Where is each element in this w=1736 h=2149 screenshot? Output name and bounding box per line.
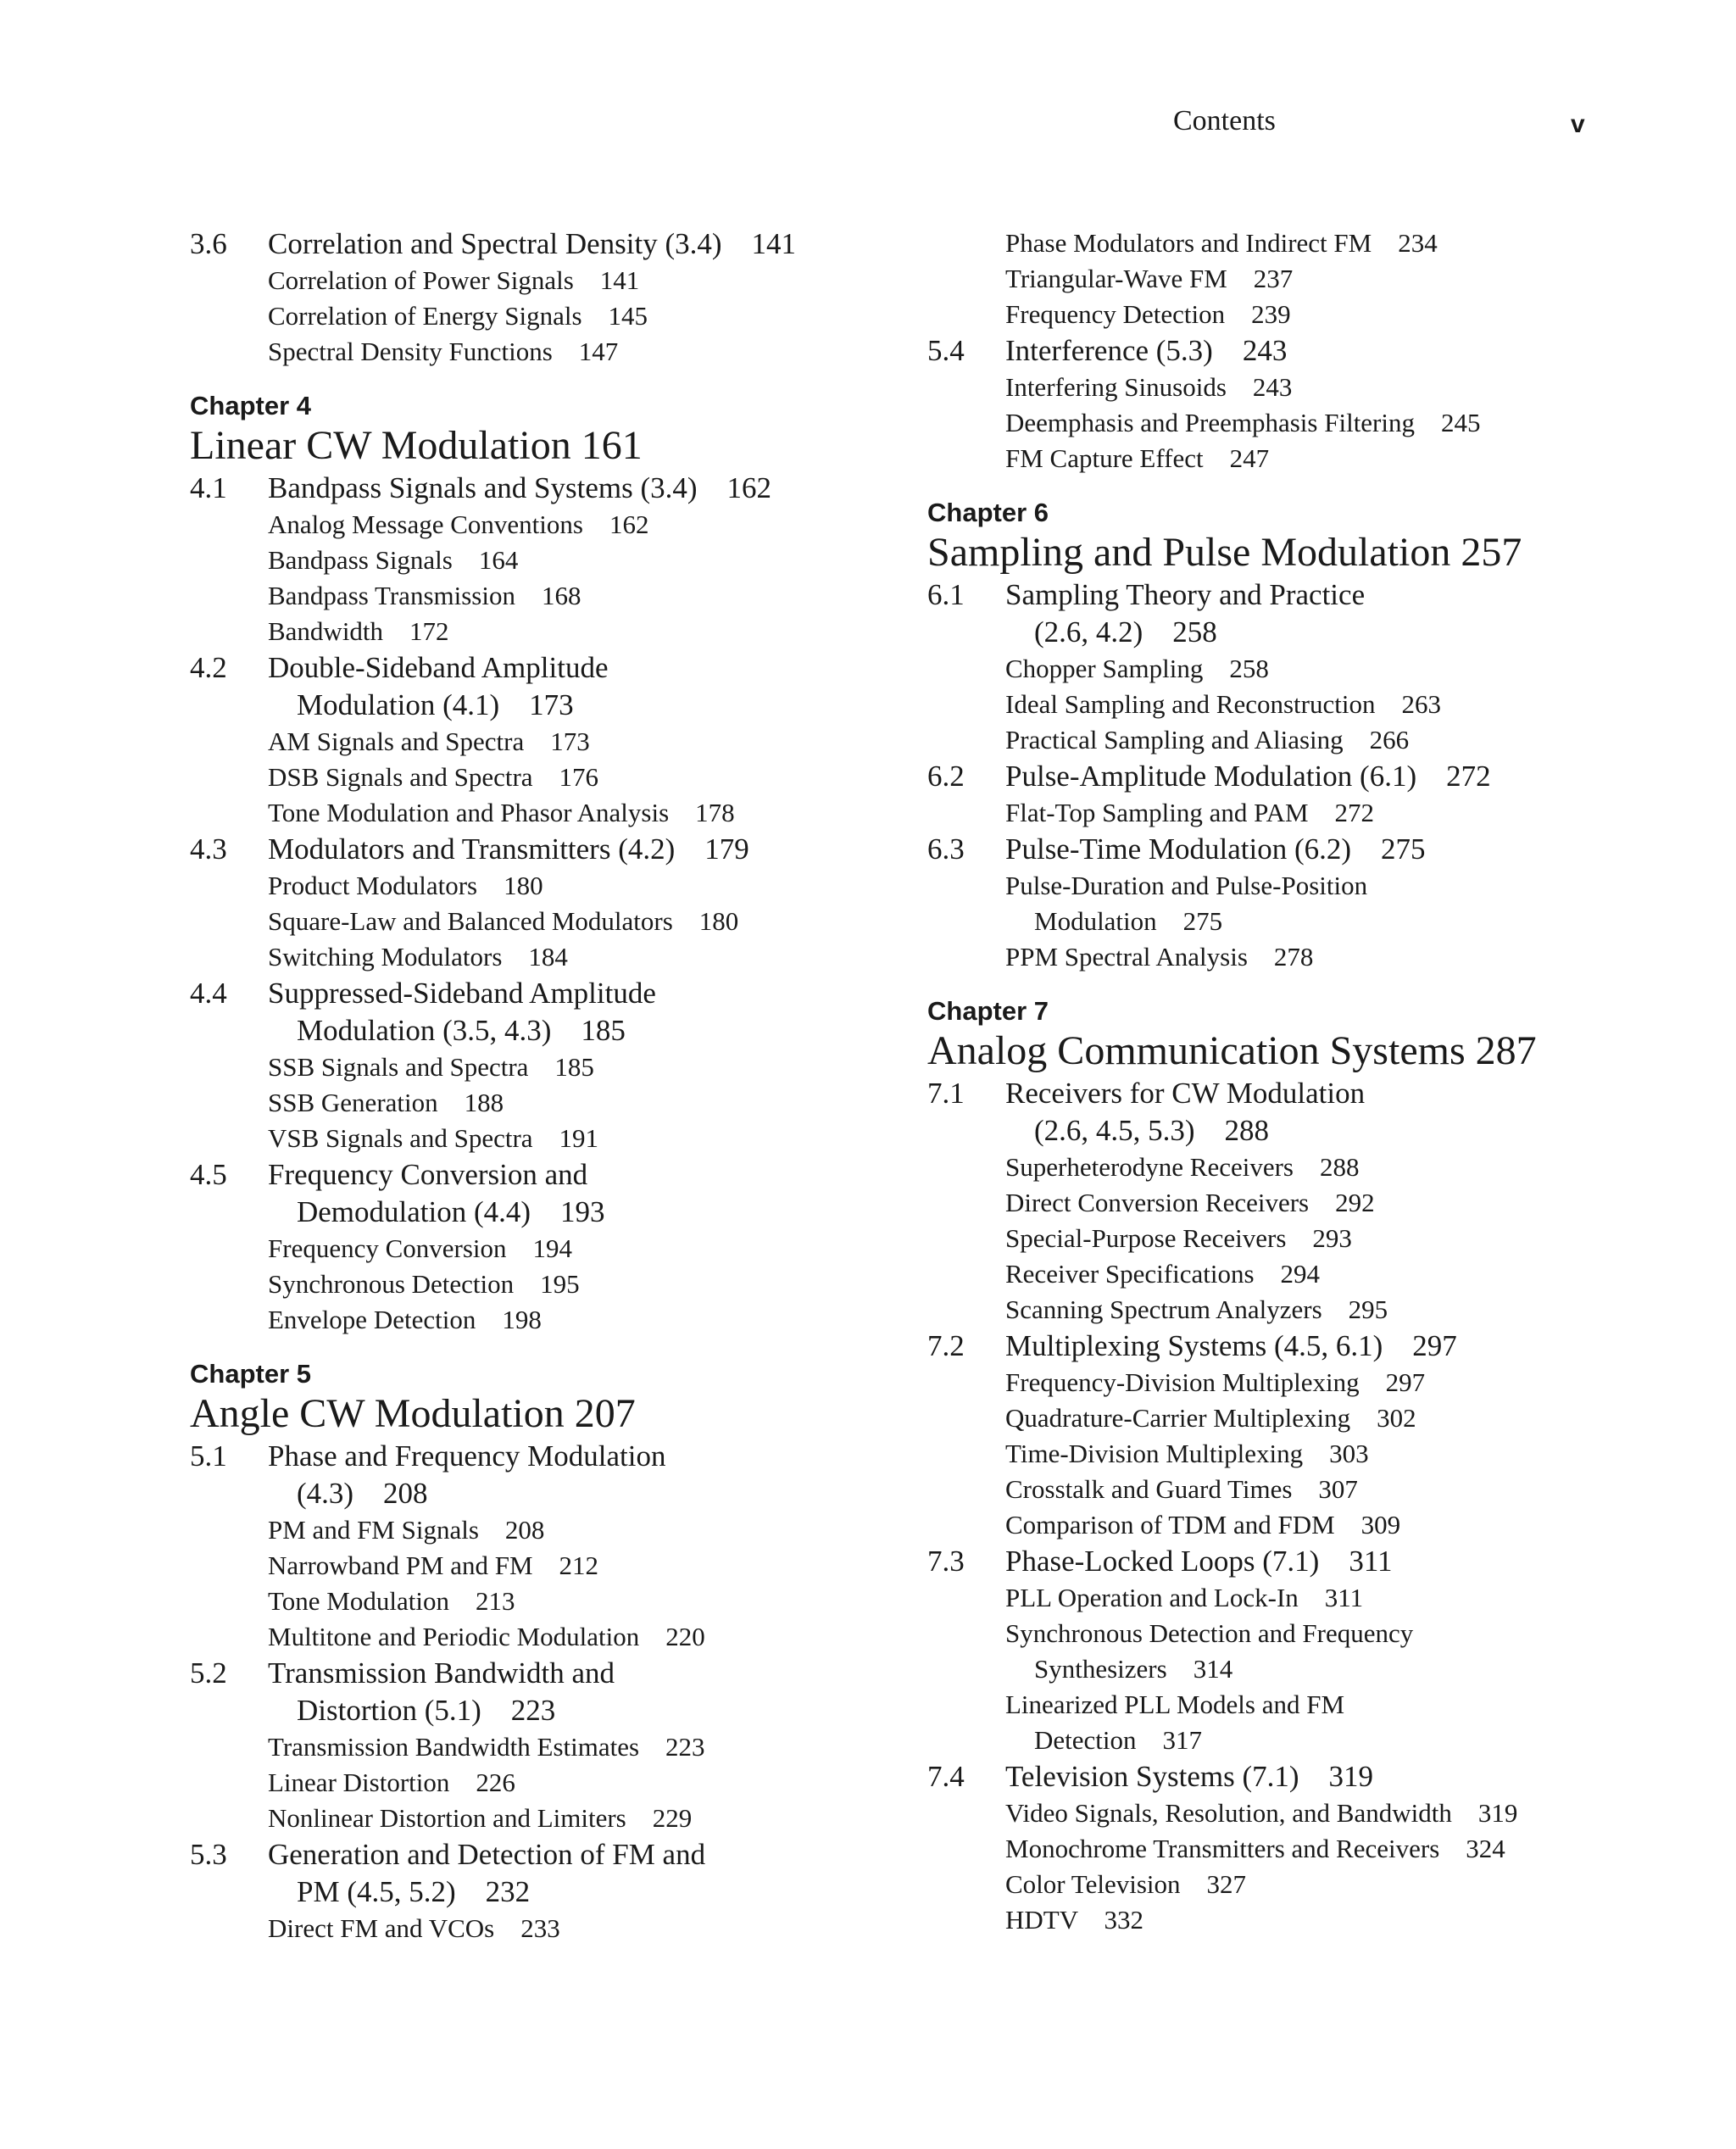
- entry-title: Bandpass Signals 164: [268, 545, 519, 575]
- entry-title: Multiplexing Systems (4.5, 6.1) 297: [1005, 1329, 1457, 1362]
- toc-subsection-entry: [927, 1185, 1622, 1221]
- entry-title: Square-Law and Balanced Modulators 180: [268, 906, 739, 936]
- toc-subsection-entry: [190, 1231, 885, 1267]
- toc-subsection-entry: [190, 795, 885, 831]
- entry-title: Direct FM and VCOs 233: [268, 1913, 560, 1943]
- entry-title: VSB Signals and Spectra 191: [268, 1123, 599, 1153]
- entry-title: Television Systems (7.1) 319: [1005, 1760, 1374, 1793]
- toc-subsection-entry: [927, 722, 1622, 758]
- toc-subsection-entry: [190, 904, 885, 939]
- chapter-label: Chapter 6: [927, 498, 1049, 527]
- entry-title-continued: Distortion (5.1) 223: [297, 1694, 556, 1727]
- section-number: 4.3: [190, 832, 227, 866]
- page-number: v: [1571, 110, 1585, 138]
- toc-section-entry: [927, 332, 1622, 370]
- toc-subsection-entry: [190, 1548, 885, 1584]
- entry-title: Switching Modulators 184: [268, 942, 568, 972]
- toc-subsection-entry: [190, 298, 885, 334]
- running-head: [0, 105, 1736, 148]
- chapter-label: Chapter 5: [190, 1359, 311, 1389]
- toc-subsection-entry: [927, 1472, 1622, 1507]
- chapter-title: Sampling and Pulse Modulation 257: [927, 530, 1522, 575]
- entry-title: Frequency-Division Multiplexing 297: [1005, 1367, 1426, 1397]
- entry-title: Generation and Detection of FM and: [268, 1838, 706, 1871]
- entry-title: Linear Distortion 226: [268, 1768, 515, 1797]
- toc-subsection-entry: [927, 405, 1622, 441]
- entry-title: Triangular-Wave FM 237: [1005, 264, 1294, 293]
- toc-subsection-entry: [927, 370, 1622, 405]
- toc-subsection-entry: [190, 263, 885, 298]
- chapter-label: Chapter 4: [190, 391, 311, 420]
- section-number: 5.3: [190, 1838, 227, 1871]
- entry-title: SSB Signals and Spectra 185: [268, 1052, 594, 1082]
- section-number: 7.4: [927, 1760, 965, 1793]
- section-number: 7.1: [927, 1077, 965, 1110]
- entry-title: Correlation of Energy Signals 145: [268, 301, 648, 331]
- toc-subsection-entry: [190, 1765, 885, 1801]
- section-number: 5.4: [927, 334, 965, 367]
- toc-subsection-entry: [190, 1121, 885, 1156]
- toc-subsection-entry: [927, 1365, 1622, 1400]
- toc-subsection-entry: [190, 724, 885, 760]
- entry-title: Transmission Bandwidth and: [268, 1656, 615, 1690]
- entry-title: Interfering Sinusoids 243: [1005, 372, 1293, 402]
- entry-title: Ideal Sampling and Reconstruction 263: [1005, 689, 1441, 719]
- toc-subsection-entry: [927, 1902, 1622, 1938]
- toc-subsection-entry: [927, 1831, 1622, 1867]
- entry-title: Bandwidth 172: [268, 616, 449, 646]
- running-head-title: Contents: [1173, 105, 1276, 136]
- toc-section-entry: [190, 1655, 885, 1729]
- toc-subsection-entry: [927, 1221, 1622, 1256]
- entry-title: Narrowband PM and FM 212: [268, 1551, 599, 1580]
- entry-title-continued: (4.3) 208: [297, 1477, 428, 1510]
- toc-subsection-entry: [927, 795, 1622, 831]
- entry-title: Superheterodyne Receivers 288: [1005, 1152, 1360, 1182]
- toc-subsection-entry: [190, 1302, 885, 1338]
- toc-subsection-entry: [927, 1795, 1622, 1831]
- toc-section-entry: [190, 975, 885, 1049]
- entry-title: Time-Division Multiplexing 303: [1005, 1439, 1369, 1468]
- entry-title-continued: (2.6, 4.5, 5.3) 288: [1034, 1114, 1270, 1147]
- toc-subsection-entry: [927, 1292, 1622, 1328]
- entry-title: Bandpass Transmission 168: [268, 581, 581, 610]
- entry-title: SSB Generation 188: [268, 1088, 504, 1117]
- entry-title: Sampling Theory and Practice: [1005, 578, 1366, 611]
- toc-subsection-entry: [190, 507, 885, 543]
- section-number: 7.3: [927, 1545, 965, 1578]
- section-number: 6.1: [927, 578, 965, 611]
- section-number: 3.6: [190, 227, 227, 260]
- toc-subsection-entry: [927, 1687, 1622, 1758]
- entry-title-continued: Modulation (3.5, 4.3) 185: [297, 1014, 626, 1047]
- toc-subsection-entry: [927, 651, 1622, 687]
- toc-section-entry: [927, 1543, 1622, 1580]
- toc-column-left: [190, 225, 885, 1946]
- section-number: 5.1: [190, 1439, 227, 1473]
- toc-section-entry: [190, 1156, 885, 1231]
- toc-subsection-entry: [927, 1580, 1622, 1616]
- toc-subsection-entry: [927, 1436, 1622, 1472]
- section-number: 4.2: [190, 651, 227, 684]
- entry-title-continued: (2.6, 4.2) 258: [1034, 615, 1217, 649]
- toc-section-entry: [927, 831, 1622, 868]
- entry-title: Chopper Sampling 258: [1005, 654, 1269, 683]
- toc-subsection-entry: [190, 1729, 885, 1765]
- toc-subsection-entry: [190, 1267, 885, 1302]
- toc-subsection-entry: [190, 614, 885, 649]
- section-number: 4.4: [190, 977, 227, 1010]
- entry-title: Video Signals, Resolution, and Bandwidth 319: [1005, 1798, 1518, 1828]
- toc-subsection-entry: [927, 261, 1622, 297]
- entry-title: Direct Conversion Receivers 292: [1005, 1188, 1375, 1217]
- toc-subsection-entry: [927, 1867, 1622, 1902]
- entry-title: Transmission Bandwidth Estimates 223: [268, 1732, 705, 1762]
- toc-subsection-entry: [927, 1256, 1622, 1292]
- entry-title: Special-Purpose Receivers 293: [1005, 1223, 1352, 1253]
- section-number: 4.5: [190, 1158, 227, 1191]
- entry-title: Modulators and Transmitters (4.2) 179: [268, 832, 749, 866]
- entry-title: Analog Message Conventions 162: [268, 509, 649, 539]
- section-number: 4.1: [190, 471, 227, 504]
- entry-title: Color Television 327: [1005, 1869, 1246, 1899]
- spacer: [927, 476, 1622, 495]
- entry-title: Practical Sampling and Aliasing 266: [1005, 725, 1410, 754]
- toc-subsection-entry: [190, 1911, 885, 1946]
- entry-title: Double-Sideband Amplitude: [268, 651, 609, 684]
- entry-title: AM Signals and Spectra 173: [268, 727, 590, 756]
- toc-subsection-entry: [190, 1801, 885, 1836]
- entry-title: Pulse-Duration and Pulse-Position: [1005, 871, 1368, 900]
- entry-title: Phase Modulators and Indirect FM 234: [1005, 228, 1438, 258]
- toc-section-entry: [190, 831, 885, 868]
- section-number: 5.2: [190, 1656, 227, 1690]
- toc-subsection-entry: [190, 760, 885, 795]
- entry-title: FM Capture Effect 247: [1005, 443, 1270, 473]
- entry-title: Synchronous Detection and Frequency: [1005, 1618, 1414, 1648]
- entry-title: Pulse-Time Modulation (6.2) 275: [1005, 832, 1426, 866]
- toc-subsection-entry: [190, 1512, 885, 1548]
- toc-section-entry: [927, 1328, 1622, 1365]
- entry-title: Suppressed-Sideband Amplitude: [268, 977, 656, 1010]
- entry-title: Tone Modulation and Phasor Analysis 178: [268, 798, 735, 827]
- section-number: 6.2: [927, 760, 965, 793]
- toc-subsection-entry: [927, 939, 1622, 975]
- entry-title: Spectral Density Functions 147: [268, 337, 619, 366]
- toc-subsection-entry: [927, 1400, 1622, 1436]
- chapter-title: Angle CW Modulation 207: [190, 1391, 636, 1436]
- toc-subsection-entry: [927, 687, 1622, 722]
- entry-title: Receiver Specifications 294: [1005, 1259, 1321, 1289]
- toc-subsection-entry: [190, 1085, 885, 1121]
- chapter-title: Analog Communication Systems 287: [927, 1028, 1537, 1073]
- entry-title: Flat-Top Sampling and PAM 272: [1005, 798, 1375, 827]
- section-number: 6.3: [927, 832, 965, 866]
- entry-title: PLL Operation and Lock-In 311: [1005, 1583, 1364, 1612]
- entry-title: Multitone and Periodic Modulation 220: [268, 1622, 705, 1651]
- toc-subsection-entry: [927, 1150, 1622, 1185]
- toc-subsection-entry: [190, 939, 885, 975]
- entry-title: Receivers for CW Modulation: [1005, 1077, 1366, 1110]
- entry-title: Phase and Frequency Modulation: [268, 1439, 666, 1473]
- entry-title: Synchronous Detection 195: [268, 1269, 580, 1299]
- toc-section-entry: [190, 1438, 885, 1512]
- entry-title: PPM Spectral Analysis 278: [1005, 942, 1314, 972]
- toc-subsection-entry: [927, 297, 1622, 332]
- entry-title-continued: Modulation 275: [1034, 906, 1223, 936]
- entry-title: Frequency Detection 239: [1005, 299, 1291, 329]
- toc-section-entry: [927, 1075, 1622, 1150]
- spacer: [190, 370, 885, 388]
- chapter-label: Chapter 7: [927, 996, 1049, 1026]
- entry-title: Bandpass Signals and Systems (3.4) 162: [268, 471, 772, 504]
- spacer: [190, 1338, 885, 1356]
- toc-subsection-entry: [927, 441, 1622, 476]
- entry-title: Interference (5.3) 243: [1005, 334, 1288, 367]
- entry-title: Linearized PLL Models and FM: [1005, 1690, 1345, 1719]
- toc-subsection-entry: [927, 225, 1622, 261]
- spacer: [927, 975, 1622, 994]
- entry-title: Monochrome Transmitters and Receivers 324: [1005, 1834, 1505, 1863]
- entry-title: Product Modulators 180: [268, 871, 543, 900]
- toc-column-right: [927, 225, 1622, 1938]
- toc-subsection-entry: [190, 334, 885, 370]
- toc-subsection-entry: [190, 1619, 885, 1655]
- toc-section-entry: [190, 1836, 885, 1911]
- toc-subsection-entry: [927, 1507, 1622, 1543]
- entry-title-continued: Modulation (4.1) 173: [297, 688, 574, 721]
- entry-title: Envelope Detection 198: [268, 1305, 542, 1334]
- toc-section-entry: [190, 225, 885, 263]
- toc-subsection-entry: [190, 1049, 885, 1085]
- entry-title: Phase-Locked Loops (7.1) 311: [1005, 1545, 1393, 1578]
- chapter-title: Linear CW Modulation 161: [190, 423, 643, 468]
- entry-title-continued: PM (4.5, 5.2) 232: [297, 1875, 531, 1908]
- toc-subsection-entry: [190, 1584, 885, 1619]
- entry-title: Scanning Spectrum Analyzers 295: [1005, 1294, 1388, 1324]
- toc-subsection-entry: [190, 578, 885, 614]
- entry-title: Quadrature-Carrier Multiplexing 302: [1005, 1403, 1416, 1433]
- toc-subsection-entry: [190, 868, 885, 904]
- entry-title: Comparison of TDM and FDM 309: [1005, 1510, 1401, 1539]
- entry-title: Crosstalk and Guard Times 307: [1005, 1474, 1358, 1504]
- entry-title-continued: Synthesizers 314: [1034, 1654, 1233, 1684]
- entry-title: DSB Signals and Spectra 176: [268, 762, 599, 792]
- toc-subsection-entry: [927, 868, 1622, 939]
- entry-title: Correlation and Spectral Density (3.4) 141: [268, 227, 797, 260]
- entry-title: Deemphasis and Preemphasis Filtering 245: [1005, 408, 1481, 437]
- entry-title-continued: Detection 317: [1034, 1725, 1203, 1755]
- toc-subsection-entry: [190, 543, 885, 578]
- entry-title-continued: Demodulation (4.4) 193: [297, 1195, 605, 1228]
- entry-title: Frequency Conversion and: [268, 1158, 588, 1191]
- entry-title: Correlation of Power Signals 141: [268, 265, 640, 295]
- toc-subsection-entry: [927, 1616, 1622, 1687]
- toc-section-entry: [190, 470, 885, 507]
- toc-section-entry: [927, 758, 1622, 795]
- section-number: 7.2: [927, 1329, 965, 1362]
- entry-title: HDTV 332: [1005, 1905, 1144, 1935]
- toc-section-entry: [190, 649, 885, 724]
- toc-section-entry: [927, 1758, 1622, 1795]
- entry-title: Nonlinear Distortion and Limiters 229: [268, 1803, 693, 1833]
- entry-title: Tone Modulation 213: [268, 1586, 515, 1616]
- toc-section-entry: [927, 576, 1622, 651]
- entry-title: PM and FM Signals 208: [268, 1515, 545, 1545]
- entry-title: Frequency Conversion 194: [268, 1233, 573, 1263]
- entry-title: Pulse-Amplitude Modulation (6.1) 272: [1005, 760, 1491, 793]
